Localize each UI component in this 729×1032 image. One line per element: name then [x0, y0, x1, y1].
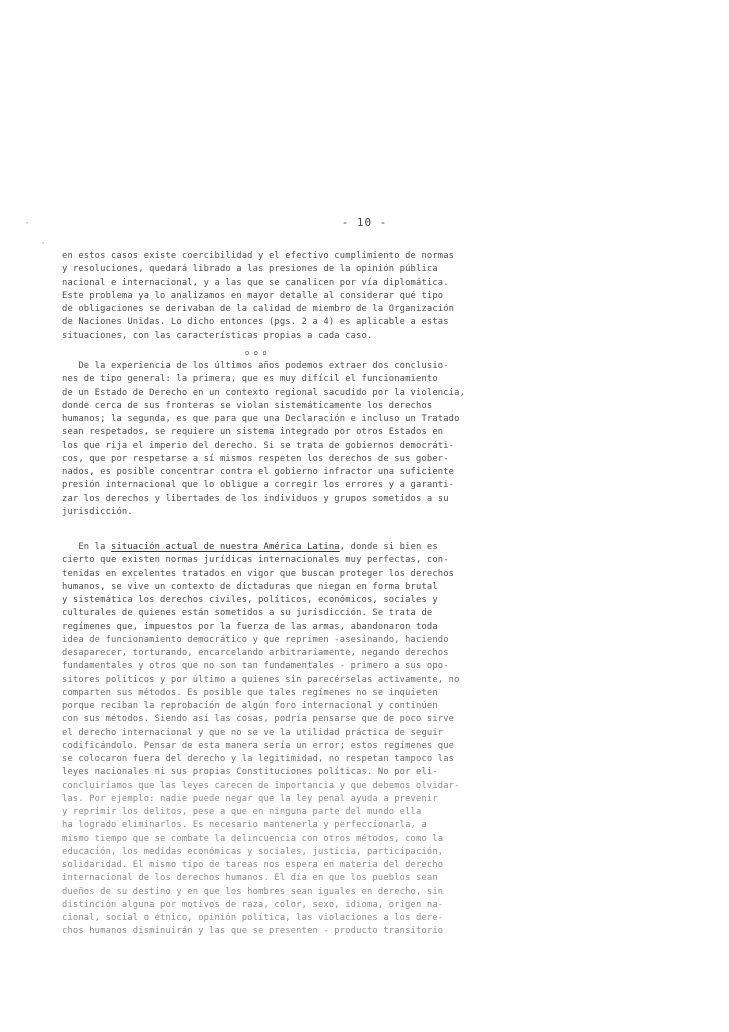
text-line: humanos; la segunda, es que para que una Declaración e incluso un Tratado	[62, 414, 460, 424]
text-line: de Naciones Unidas. Lo dicho entonces (pgs. 2 a 4) es aplicable a estas	[62, 317, 449, 328]
text-line: los que rija el imperio del derecho. Si se trata de gobiernos democráti-	[62, 440, 455, 451]
text-line: chos humanos disminuirán y las que se presenten - producto transitorio	[62, 926, 444, 937]
text-line: cos, que por respetarse a sí mismos respeten los derechos de sus gober-	[62, 453, 449, 464]
text-line: nes de tipo general: la primera, que es muy difícil el funcionamiento	[62, 374, 438, 385]
text-line: dueños de su destino y en que los hombres sean iguales en derecho, sin	[62, 886, 444, 897]
text-line: situaciones, con las características propias a cada caso.	[62, 330, 373, 341]
text-line: concluiríamos que las leyes carecen de importancia y que debemos olvidar-	[62, 780, 460, 791]
paragraph-1	[62, 250, 694, 343]
text-line: y sistemática los derechos civiles, políticos, económicos, sociales y	[62, 595, 438, 605]
text-line: porque reciban la reprobación de algún foro internacional y continúen	[62, 701, 438, 711]
text-line: de un Estado de Derecho en un contexto regional sacudido por la violencia,	[62, 387, 466, 398]
text-line: se colocaron fuera del derecho y la legitimidad, no respetan tampoco las	[62, 754, 455, 764]
text-line: solidaridad. El mismo tipo de tareas nos espera en materia del derecho	[62, 860, 444, 870]
text-line: sitores políticos y por último a quienes sin parecérselas activamente, no	[62, 674, 460, 685]
text-line: zar los derechos y libertades de los individuos y grupos sometidos a su	[62, 493, 449, 504]
text-line: idea de funcionamiento democrático y que reprimen -asesinando, haciendo	[62, 634, 449, 645]
text-line: el derecho internacional y que no se ve la utilidad práctica de seguir	[62, 727, 444, 738]
text-line: nacional e internacional, y a las que se canalicen por vía diplomática.	[62, 277, 449, 288]
text-line: donde cerca de sus fronteras se violan sistemáticamente los derechos	[62, 400, 433, 411]
margin-mark: ·	[24, 218, 31, 229]
text-line: educación, los medidas económicas y sociales, justicia, participación,	[62, 846, 444, 857]
text-line: leyes nacionales ni sus propias Constituciones políticas. No por eli-	[62, 767, 438, 778]
text-line: nados, es posible concentrar contra el gobierno infractor una suficiente	[62, 467, 455, 477]
text-line: sean respetados, se requiere un sistema integrado por otros Estados en	[62, 427, 444, 438]
text-line: comparten sus métodos. Es posible que tales regímenes no se inquieten	[62, 687, 438, 698]
page-number: - 10 -	[341, 216, 388, 229]
text-line: internacional de los derechos humanos. El día en que los pueblos sean	[62, 873, 438, 884]
text-line: humanos, se vive un contexto de dictaduras que niegan en forma brutal	[62, 581, 438, 592]
text-line: tenidas en excelentes tratados en vigor que buscan proteger los derechos	[62, 568, 455, 579]
underlined-phrase: situación actual de nuestra América Latina	[111, 542, 340, 552]
text-line: codificándolo. Pensar de esta manera sería un error; estos regímenes que	[62, 740, 455, 751]
paragraph-3	[62, 541, 694, 939]
text-line: y resoluciones, quedará librado a las presiones de la opinión pública	[62, 264, 438, 275]
text-line: mismo tiempo que se combate la delincuencia con otros métodos, como la	[62, 833, 444, 844]
text-line: ha logrado eliminarlos. Es necesario mantenerla y perfeccionarla, a	[62, 820, 427, 831]
text-line: jurisdicción.	[62, 506, 133, 517]
text-line: y reprimir los delitos, pese a que en ninguna parte del mundo ella	[62, 807, 422, 817]
text-line: las. Por ejemplo: nadie puede negar que la ley penal ayuda a prevenir	[62, 793, 438, 804]
text-line: cierto que existen normas jurídicas internacionales muy perfectas, con-	[62, 555, 449, 566]
text-line: fundamentales y otros que no son tan fundamentales - primero a sus opo-	[62, 661, 449, 672]
text-line: de obligaciones se derivaban de la calidad de miembro de la Organización	[62, 304, 455, 314]
margin-mark: ·	[40, 238, 47, 249]
text-line: Este problema ya lo analizamos en mayor detalle al considerar qué tipo	[62, 290, 444, 301]
section-separator: o o o	[245, 349, 267, 357]
text-line: cional, social o étnico, opinión política, las violaciones a los dere-	[62, 913, 444, 923]
text-segment: En la	[62, 542, 112, 552]
text-line: presión internacional que lo obligue a corregir los errores y a garanti-	[62, 480, 455, 491]
text-line: desaparecer, torturando, encarcelando arbitrariamente, negando derechos	[62, 648, 449, 658]
text-line: distinción alguna por motivos de raza, color, sexo, idioma, origen na-	[62, 899, 444, 910]
text-segment: , donde si bien es	[339, 542, 438, 552]
paragraph-2	[62, 360, 694, 519]
text-line: regímenes que, impuestos por la fuerza de las armas, abandonaron toda	[62, 621, 438, 632]
text-line: culturales de quienes están sometidos a su jurisdicción. Se trata de	[62, 608, 433, 619]
text-line: con sus métodos. Siendo así las cosas, podría pensarse que de poco sirve	[62, 714, 455, 725]
text-line	[62, 541, 694, 554]
text-line: De la experiencia de los últimos años podemos extraer dos conclusio-	[62, 361, 449, 371]
text-line: en estos casos existe coercibilidad y el efectivo cumplimiento de normas	[62, 251, 455, 261]
